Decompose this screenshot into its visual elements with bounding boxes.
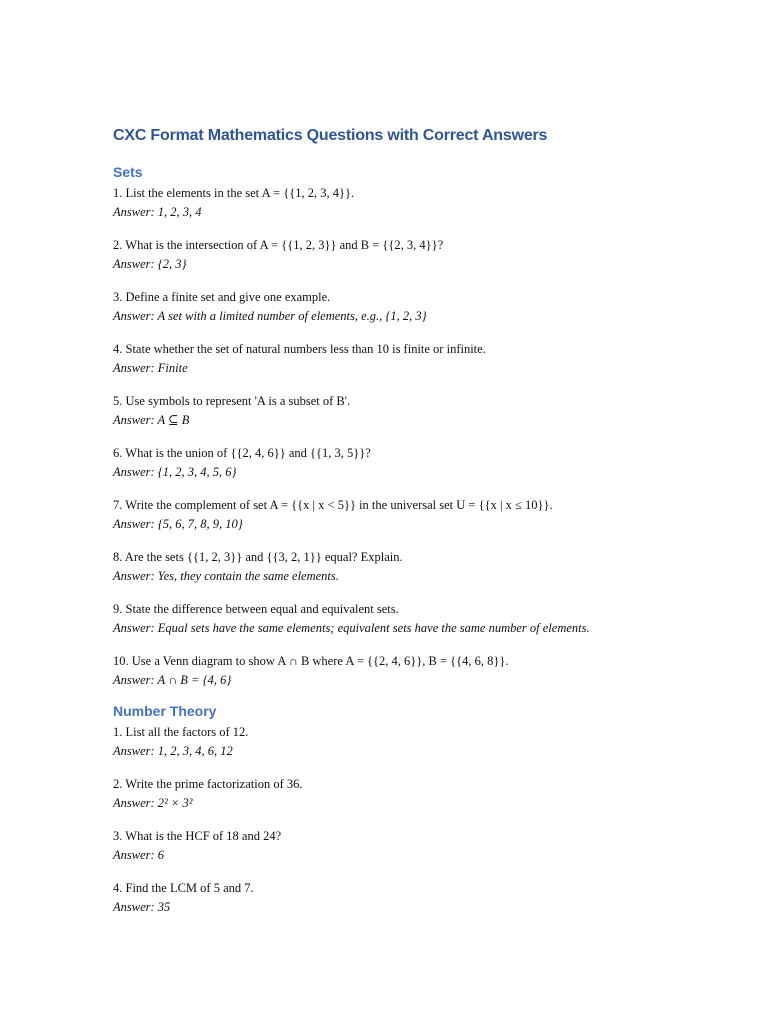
answer-text: Answer: Finite bbox=[113, 361, 188, 375]
question-answer bbox=[113, 775, 713, 813]
question-answer bbox=[113, 392, 713, 430]
question-answer bbox=[113, 879, 713, 917]
answer-text: Answer: Yes, they contain the same elements. bbox=[113, 569, 339, 583]
question-text: 1. List all the factors of 12. bbox=[113, 725, 249, 739]
answer-text: Answer: 6 bbox=[113, 848, 165, 862]
answer-text: Answer: {1, 2, 3, 4, 5, 6} bbox=[113, 465, 237, 479]
section-sets bbox=[113, 162, 713, 690]
question-answer bbox=[113, 723, 713, 761]
question-answer bbox=[113, 548, 713, 586]
question-answer bbox=[113, 827, 713, 865]
answer-text: Answer: 2² × 3² bbox=[113, 796, 193, 810]
question-answer bbox=[113, 444, 713, 482]
question-text: 2. What is the intersection of A = {{1, 2, 3}} and B = {{2, 3, 4}}? bbox=[113, 238, 444, 252]
document-page bbox=[113, 124, 713, 917]
section-number-theory bbox=[113, 701, 713, 917]
question-answer bbox=[113, 340, 713, 378]
document-title: CXC Format Mathematics Questions with Correct Answers bbox=[113, 127, 548, 144]
question-answer bbox=[113, 184, 713, 222]
question-text: 10. Use a Venn diagram to show A ∩ B where A = {{2, 4, 6}}, B = {{4, 6, 8}}. bbox=[113, 654, 509, 668]
question-text: 6. What is the union of {{2, 4, 6}} and {{1, 3, 5}}? bbox=[113, 446, 371, 460]
answer-text: Answer: 35 bbox=[113, 900, 171, 914]
answer-text: Answer: 1, 2, 3, 4, 6, 12 bbox=[113, 744, 233, 758]
question-answer bbox=[113, 236, 713, 274]
question-text: 4. State whether the set of natural numbers less than 10 is finite or infinite. bbox=[113, 342, 486, 356]
question-answer bbox=[113, 496, 713, 534]
question-text: 5. Use symbols to represent 'A is a subset of B'. bbox=[113, 394, 351, 408]
question-answer bbox=[113, 652, 713, 690]
question-text: 7. Write the complement of set A = {{x | x < 5}} in the universal set U = {{x | x ≤ 10}}. bbox=[113, 498, 553, 512]
question-text: 8. Are the sets {{1, 2, 3}} and {{3, 2, 1}} equal? Explain. bbox=[113, 550, 403, 564]
question-text: 3. Define a finite set and give one example. bbox=[113, 290, 331, 304]
question-answer bbox=[113, 600, 713, 638]
answer-text: Answer: Equal sets have the same elements; equivalent sets have the same number of elements. bbox=[113, 621, 590, 635]
question-text: 3. What is the HCF of 18 and 24? bbox=[113, 829, 282, 843]
question-text: 4. Find the LCM of 5 and 7. bbox=[113, 881, 254, 895]
answer-text: Answer: {5, 6, 7, 8, 9, 10} bbox=[113, 517, 243, 531]
question-text: 9. State the difference between equal and equivalent sets. bbox=[113, 602, 399, 616]
question-answer bbox=[113, 288, 713, 326]
answer-text: Answer: A ⊆ B bbox=[113, 413, 190, 427]
section-heading-sets: Sets bbox=[113, 164, 143, 180]
section-heading-number-theory: Number Theory bbox=[113, 703, 217, 719]
question-text: 2. Write the prime factorization of 36. bbox=[113, 777, 303, 791]
question-text: 1. List the elements in the set A = {{1, 2, 3, 4}}. bbox=[113, 186, 355, 200]
answer-text: Answer: 1, 2, 3, 4 bbox=[113, 205, 202, 219]
answer-text: Answer: A ∩ B = {4, 6} bbox=[113, 673, 232, 687]
answer-text: Answer: {2, 3} bbox=[113, 257, 187, 271]
answer-text: Answer: A set with a limited number of elements, e.g., {1, 2, 3} bbox=[113, 309, 427, 323]
